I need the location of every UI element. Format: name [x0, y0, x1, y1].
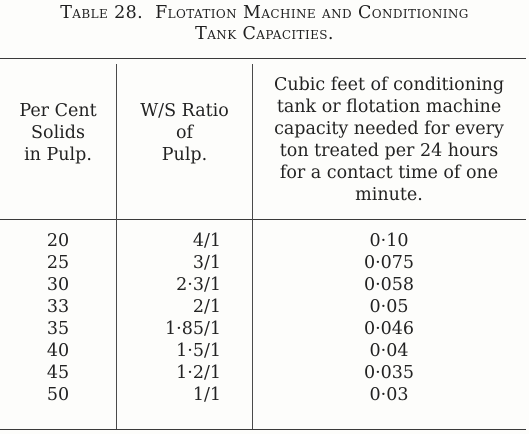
header-capacity: [253, 74, 525, 206]
table-row: [0, 230, 526, 252]
cell-capacity: 0·05: [369, 297, 409, 317]
cell-ratio: 1·5/1: [176, 341, 221, 361]
table-title-line-1: Flotation Machine and Conditioning: [155, 3, 469, 23]
header-text: Per Cent: [19, 101, 97, 121]
table-row: [0, 318, 526, 340]
cell-ratio: 1·2/1: [176, 363, 221, 383]
cell-solids: 33: [46, 297, 70, 317]
cell-ratio: 1/1: [192, 385, 221, 405]
table-label: Table 28.: [60, 3, 144, 23]
cell-ratio: 4/1: [192, 231, 221, 251]
header-rule: [0, 219, 526, 220]
header-ws-ratio: [117, 100, 252, 166]
cell-solids: 25: [46, 253, 70, 273]
table-row: [0, 274, 526, 296]
table-row: [0, 340, 526, 362]
cell-capacity: 0·03: [369, 385, 409, 405]
top-rule: [0, 58, 526, 59]
cell-capacity: 0·046: [363, 319, 415, 339]
cell-solids: 20: [46, 231, 70, 251]
header-text: in Pulp.: [24, 145, 92, 165]
header-text: ton treated per 24 hours: [279, 141, 499, 161]
cell-solids: 30: [46, 275, 70, 295]
header-text: capacity needed for every: [274, 119, 504, 139]
cell-ratio: 1·85/1: [165, 319, 221, 339]
cell-capacity: 0·10: [369, 231, 409, 251]
header-text: tank or flotation machine: [276, 97, 502, 117]
bottom-rule: [0, 429, 526, 430]
cell-capacity: 0·04: [369, 341, 409, 361]
table-title-line-2: Tank Capacities.: [195, 24, 334, 44]
header-text: W/S Ratio: [140, 101, 229, 121]
header-per-cent-solids: [0, 100, 116, 166]
header-text: Solids: [31, 123, 85, 143]
caption-line-1: [0, 3, 529, 24]
table-row: [0, 252, 526, 274]
header-text: minute.: [355, 185, 423, 205]
table-caption: [0, 3, 529, 45]
table-row: [0, 384, 526, 406]
header-text: Pulp.: [161, 145, 208, 165]
header-text: Cubic feet of conditioning: [273, 75, 505, 95]
cell-solids: 40: [46, 341, 70, 361]
cell-ratio: 3/1: [192, 253, 221, 273]
cell-solids: 35: [46, 319, 70, 339]
table-row: [0, 362, 526, 384]
cell-ratio: 2·3/1: [176, 275, 221, 295]
cell-capacity: 0·035: [363, 363, 415, 383]
table-row: [0, 296, 526, 318]
header-text: for a contact time of one: [279, 163, 499, 183]
header-text: of: [175, 123, 193, 143]
cell-solids: 45: [46, 363, 70, 383]
cell-ratio: 2/1: [192, 297, 221, 317]
cell-capacity: 0·075: [363, 253, 415, 273]
cell-solids: 50: [46, 385, 70, 405]
cell-capacity: 0·058: [363, 275, 415, 295]
